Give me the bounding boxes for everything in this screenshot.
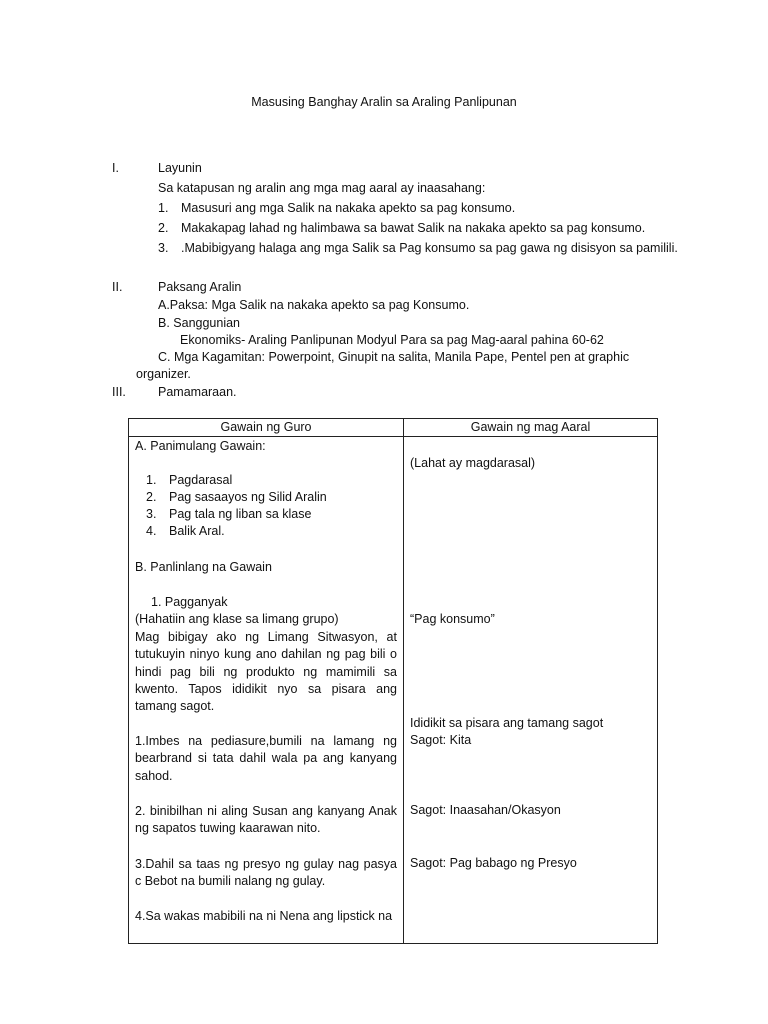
- section-1-number: I.: [112, 161, 119, 175]
- paksa: A.Paksa: Mga Salik na nakaka apekto sa pag Konsumo.: [158, 298, 470, 312]
- list-item-pagsasaayos: Pag sasaayos ng Silid Aralin: [169, 490, 327, 504]
- sanggunian-reference: Ekonomiks- Araling Panlipunan Modyul Para sa pag Mag-aaral pahina 60-62: [180, 333, 604, 347]
- objective-2-number: 2.: [158, 221, 169, 235]
- objective-2: Makakapag lahad ng halimbawa sa bawat Salik na nakaka apekto sa pag konsumo.: [181, 221, 646, 235]
- section-2-number: II.: [112, 280, 123, 294]
- section-3-heading: Pamamaraan.: [158, 385, 237, 399]
- response-sagot-inaasahan: Sagot: Inaasahan/Okasyon: [410, 803, 561, 817]
- situation-4: 4.Sa wakas mabibili na ni Nena ang lipstick na: [135, 909, 393, 923]
- objective-3-number: 3.: [158, 241, 169, 255]
- guro-cell: [129, 437, 404, 944]
- objective-1-number: 1.: [158, 201, 169, 215]
- kagamitan-line-1: C. Mga Kagamitan: Powerpoint, Ginupit na salita, Manila Pape, Pentel pen at graphic: [158, 350, 630, 364]
- document-title: Masusing Banghay Aralin sa Araling Panlipunan: [251, 95, 517, 109]
- list-item-balik-aral: Balik Aral.: [169, 524, 225, 538]
- panlinlang-na-gawain: B. Panlinlang na Gawain: [135, 560, 272, 574]
- hahatiin-note: (Hahatiin ang klase sa limang grupo): [135, 612, 339, 626]
- pagganyak: 1. Pagganyak: [151, 595, 228, 609]
- response-lahat-magdarasal: (Lahat ay magdarasal): [410, 456, 536, 470]
- section-1-intro: Sa katapusan ng aralin ang mga mag aaral ay inaasahang:: [158, 181, 486, 195]
- column-header-guro: Gawain ng Guro: [129, 419, 404, 437]
- response-ididikit: Ididikit sa pisara ang tamang sagot: [410, 716, 604, 730]
- panimulang-gawain: A. Panimulang Gawain:: [135, 439, 266, 453]
- section-1-heading: Layunin: [158, 161, 202, 175]
- list-number-2: 2.: [146, 490, 157, 504]
- situation-2: 2. binibilhan ni aling Susan ang kanyang Anak ng sapatos tuwing kaarawan nito.: [135, 804, 397, 836]
- list-item-pagtala: Pag tala ng liban sa klase: [169, 507, 312, 521]
- list-item-pagdarasal: Pagdarasal: [169, 473, 233, 487]
- section-3-number: III.: [112, 385, 126, 399]
- list-number-1: 1.: [146, 473, 157, 487]
- response-pag-konsumo: “Pag konsumo”: [410, 612, 495, 626]
- instructions-paragraph: Mag bibigay ako ng Limang Sitwasyon, at tutukuyin ninyo kung ano dahilan ng pag bili o hindi pag bili ng produkto ng mamimili sa kwento. Tapos ididikit nyo sa pisara ang tamang sagot.: [135, 630, 397, 714]
- list-number-4: 4.: [146, 524, 157, 538]
- objective-3: .Mabibigyang halaga ang mga Salik sa Pag konsumo sa pag gawa ng disisyon sa pamilili.: [181, 241, 678, 255]
- kagamitan-line-2: organizer.: [136, 367, 191, 381]
- situation-3: 3.Dahil sa taas ng presyo ng gulay nag pasya c Bebot na bumili nalang ng gulay.: [135, 857, 397, 889]
- objective-1: Masusuri ang mga Salik na nakaka apekto sa pag konsumo.: [181, 201, 516, 215]
- response-sagot-kita: Sagot: Kita: [410, 733, 472, 747]
- sanggunian-label: B. Sanggunian: [158, 316, 241, 330]
- aaral-cell: [404, 437, 658, 944]
- list-number-3: 3.: [146, 507, 157, 521]
- column-header-aaral: Gawain ng mag Aaral: [404, 419, 658, 437]
- situation-1: 1.Imbes na pediasure,bumili na lamang ng bearbrand si tata dahil wala pa ang kanyang sahod.: [135, 734, 397, 783]
- section-2-heading: Paksang Aralin: [158, 280, 242, 294]
- procedure-table: [128, 418, 658, 944]
- response-sagot-presyo: Sagot: Pag babago ng Presyo: [410, 856, 577, 870]
